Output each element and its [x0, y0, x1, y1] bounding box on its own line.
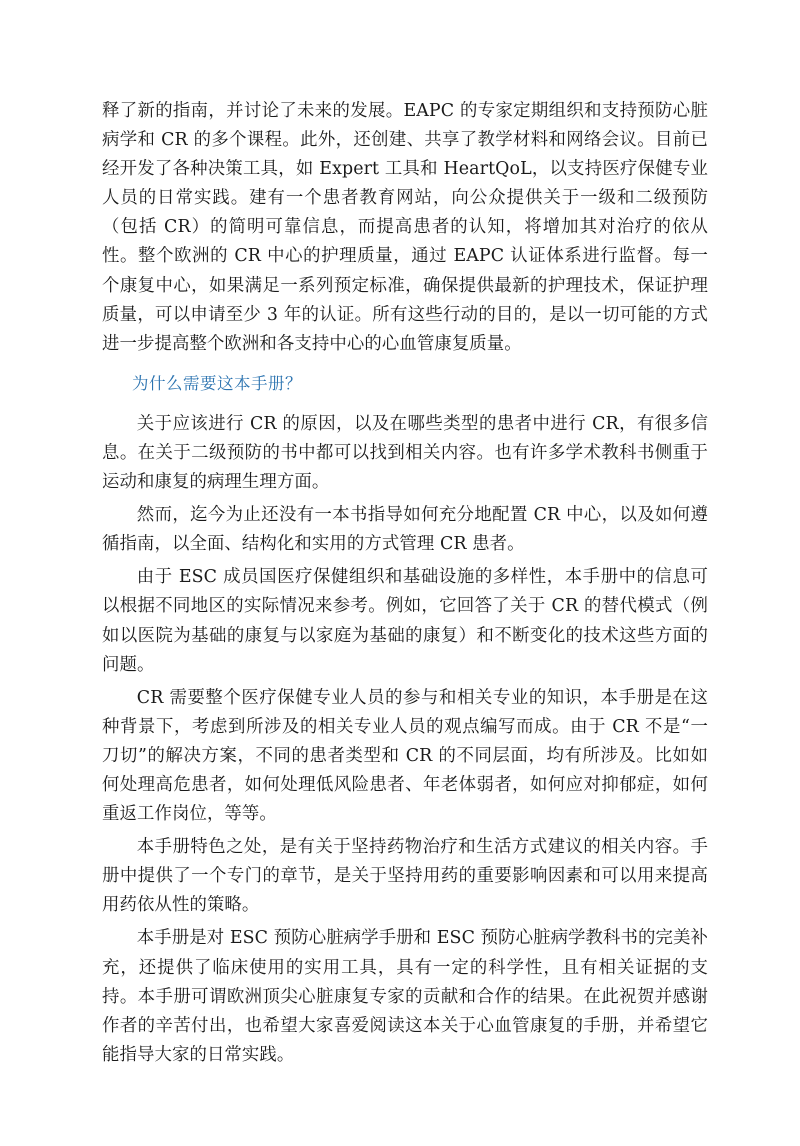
- intro-paragraph: 释了新的指南，并讨论了未来的发展。EAPC 的专家定期组织和支持预防心脏病学和 CR 的多个课程。此外，还创建、共享了教学材料和网络会议。目前已经开发了各种决策工具，如 Expert 工具和 HeartQoL，以支持医疗保健专业人员的日常实践。建有一个患者教育网站，向公众提供关于一级和二级预防（包括 CR）的简明可靠信息，而提高患者的认知，将增加其对治疗的依从性。整个欧洲的 CR 中心的护理质量，通过 EAPC 认证体系进行监督。每一个康复中心，如果满足一系列预定标准，确保提供最新的护理技术，保证护理质量，可以申请至少 3 年的认证。所有这些行动的目的，是以一切可能的方式进一步提高整个欧洲和各支持中心的心血管康复质量。: [102, 101, 708, 354]
- page-content: [102, 97, 708, 1070]
- paragraph-professionals: CR 需要整个医疗保健专业人员的参与和相关专业的知识，本手册是在这种背景下，考虑到所涉及的相关专业人员的观点编写而成。由于 CR 不是“一刀切”的解决方案，不同的患者类型和 CR 的不同层面，均有所涉及。比如如何处理高危患者，如何处理低风险患者、年老体弱者，如何应对抑郁症，如何重返工作岗位，等等。: [102, 687, 708, 825]
- paragraph-reasons: 关于应该进行 CR 的原因，以及在哪些类型的患者中进行 CR，有很多信息。在关于二级预防的书中都可以找到相关内容。也有许多学术教科书侧重于运动和康复的病理生理方面。: [102, 413, 708, 493]
- paragraph-adherence: 本手册特色之处，是有关于坚持药物治疗和生活方式建议的相关内容。手册中提供了一个专门的章节，是关于坚持用药的重要影响因素和可以用来提高用药依从性的策略。: [102, 837, 708, 916]
- paragraph-no-guide: 然而，迄今为止还没有一本书指导如何充分地配置 CR 中心，以及如何遵循指南，以全面、结构化和实用的方式管理 CR 患者。: [102, 505, 708, 555]
- paragraph-diversity: 由于 ESC 成员国医疗保健组织和基础设施的多样性，本手册中的信息可以根据不同地区的实际情况来参考。例如，它回答了关于 CR 的替代模式（例如以医院为基础的康复与以家庭为基础的康复）和不断变化的技术这些方面的问题。: [102, 567, 708, 675]
- paragraph-complement: 本手册是对 ESC 预防心脏病学手册和 ESC 预防心脏病学教科书的完美补充，还提供了临床使用的实用工具，具有一定的科学性，且有相关证据的支持。本手册可谓欧洲顶尖心脏康复专家的贡献和合作的结果。在此祝贺并感谢作者的辛苦付出，也希望大家喜爱阅读这本关于心血管康复的手册，并希望它能指导大家的日常实践。: [102, 928, 708, 1065]
- section-heading: 为什么需要这本手册？: [132, 373, 302, 393]
